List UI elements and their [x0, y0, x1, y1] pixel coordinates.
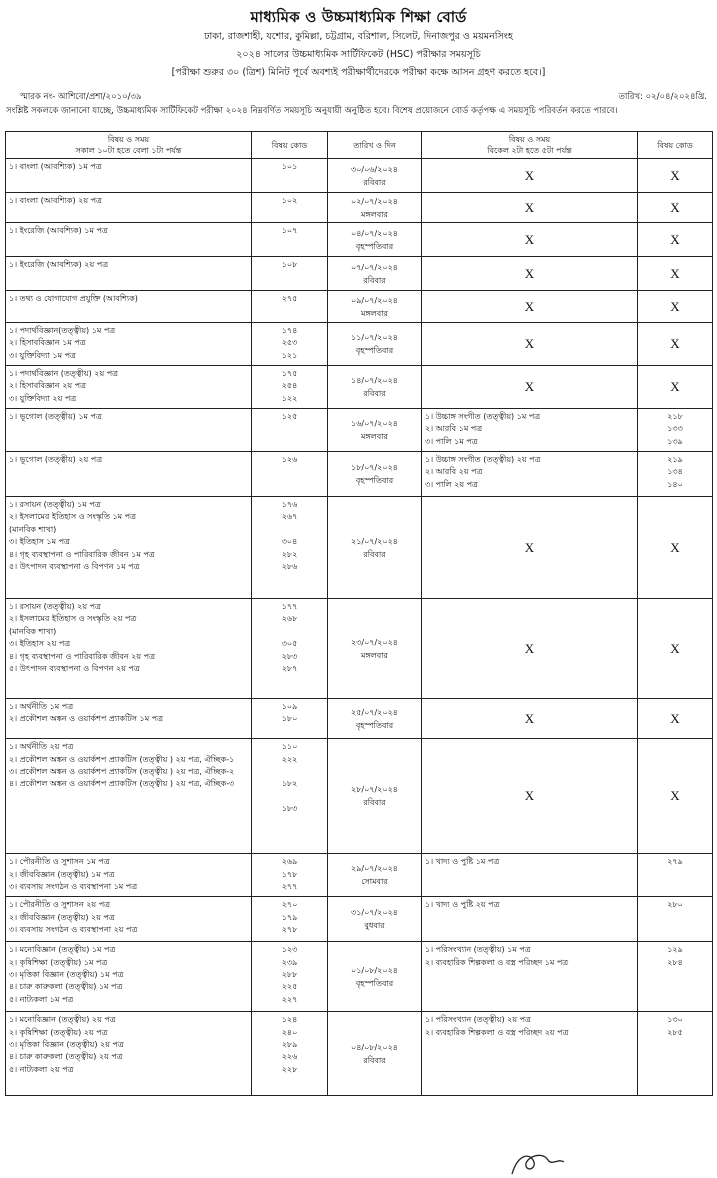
table-row	[6, 223, 713, 257]
exam-day: বৃহস্পতিবার	[355, 978, 394, 988]
subject-code: ১০২	[281, 196, 298, 205]
issue-date: তারিখ: ০২/০৪/২০২৪খ্রি.	[618, 92, 707, 102]
subject-code: ১৭৪	[281, 326, 298, 335]
subject-line: ২। আরবি ১ম পত্র	[425, 424, 483, 434]
no-exam-mark: X	[638, 366, 713, 409]
subject-line: ১। পদার্থবিজ্ঞান(তত্ত্বীয়) ১ম পত্র	[9, 326, 116, 335]
exam-date-cell	[328, 323, 422, 366]
no-exam-mark: X	[422, 291, 638, 323]
subject-code: ১২৫	[281, 412, 298, 421]
subject-code: ২২৫	[281, 982, 298, 992]
subject-line: (মানবিক শাখা)	[9, 626, 57, 636]
subject-line: ১। ইংরেজি (আবশ্যিক) ২য় পত্র	[9, 260, 109, 269]
exam-day: সোমবার	[361, 877, 388, 887]
exam-day: রবিবার	[363, 275, 386, 285]
subject-line: ৪। প্রকৌশল অঙ্কন ও ওয়ার্কশপ প্র্যাকটিস (তত্ত্বীয় ) ২য় পত্র, ঐচ্ছিক-৩	[9, 779, 235, 789]
subject-code: ১৩৪	[667, 467, 683, 477]
morning-codes	[252, 497, 328, 599]
exam-day: রবিবার	[363, 389, 386, 398]
subject-line: ৪। গৃহ ব্যবস্থাপনা ও পারিবারিক জীবন ২য় পত্র	[9, 651, 155, 661]
subject-line: ১। মনোবিজ্ঞান (তত্ত্বীয়) ১ম পত্র	[9, 945, 116, 955]
subject-code: ১২৯	[667, 945, 683, 955]
no-exam-mark: X	[638, 291, 713, 323]
morning-subjects	[6, 942, 252, 1012]
subject-line: ১। পদার্থবিজ্ঞান (তত্ত্বীয়) ২য় পত্র	[9, 369, 119, 378]
board-list: ঢাকা, রাজশাহী, যশোর, কুমিল্লা, চট্টগ্রাম, বরিশাল, সিলেট, দিনাজপুর ও ময়মনসিংহ	[204, 31, 513, 42]
subject-line: ৩। যুক্তিবিদ্যা ২য় পত্র	[9, 393, 77, 403]
morning-codes	[252, 159, 328, 193]
no-exam-mark: X	[638, 699, 713, 739]
subject-code: ২৭০	[281, 900, 298, 910]
subject-code: ১২১	[281, 350, 298, 360]
subject-line: ২। জীববিজ্ঞান (তত্ত্বীয়) ১ম পত্র	[9, 869, 115, 879]
afternoon-subjects	[422, 854, 638, 897]
exam-date-cell	[328, 599, 422, 699]
exam-day: বৃহস্পতিবার	[355, 476, 394, 485]
exam-date: ২১/০৭/২০২৪	[351, 536, 398, 546]
exam-date-cell	[328, 452, 422, 497]
exam-date-cell	[328, 1012, 422, 1096]
exam-date-cell	[328, 739, 422, 854]
table-row	[6, 323, 713, 366]
subject-code: ২৮৮	[281, 970, 298, 980]
exam-date-cell	[328, 497, 422, 599]
afternoon-codes	[638, 942, 713, 1012]
memo-number: স্মারক নং- আশিবো/প্রশা/২০১০/৩৯	[20, 92, 142, 102]
subject-line: ১। ইংরেজি (আবশ্যিক) ১ম পত্র	[9, 226, 108, 235]
exam-date-cell	[328, 223, 422, 257]
subject-line: ২। কৃষিশিক্ষা (তত্ত্বীয়) ১ম পত্র	[9, 957, 108, 967]
exam-notice: [পরীক্ষা শুরুর ৩০ (ত্রিশ) মিনিট পূর্বে অবশ্যই পরীক্ষার্থীদেরকে পরীক্ষা কক্ষে আসন গ্রহণ করতে হবে।]	[171, 67, 546, 78]
no-exam-mark: X	[422, 599, 638, 699]
subject-code: ২৬৯	[281, 857, 298, 867]
exam-day: বৃহস্পতিবার	[355, 346, 394, 355]
subject-line: ৩। ইতিহাস ২য় পত্র	[9, 639, 71, 649]
subject-line: ১। খাদ্য ও পুষ্টি ২য় পত্র	[425, 900, 500, 910]
subject-line: ১। ভূগোল (তত্ত্বীয়) ২য় পত্র	[9, 455, 103, 464]
no-exam-mark: X	[422, 366, 638, 409]
subject-line: ৫। নাট্যকলা ১ম পত্র	[9, 994, 74, 1004]
subject-code: ১৪০	[667, 479, 683, 489]
table-row	[6, 942, 713, 1012]
morning-subjects	[6, 159, 252, 193]
subject-code: ২৭৭	[281, 882, 298, 892]
header-subject-code: বিষয় কোড	[252, 132, 328, 159]
afternoon-codes	[638, 1012, 713, 1096]
morning-subjects	[6, 291, 252, 323]
exam-day: বুধবার	[364, 921, 385, 931]
subject-code: ২৮০	[667, 900, 683, 910]
afternoon-subjects	[422, 942, 638, 1012]
morning-subjects	[6, 897, 252, 942]
subject-code: ২৬৮	[281, 614, 298, 624]
exam-date: ২৮/০৭/২০২৪	[351, 785, 398, 795]
subject-line: ৩। মৃত্তিকা বিজ্ঞান (তত্ত্বীয়) ১ম পত্র	[9, 970, 124, 980]
subject-code: ২৪০	[281, 1027, 298, 1037]
header-morning-subject	[6, 132, 252, 159]
no-exam-mark: X	[422, 739, 638, 854]
exam-date-cell	[328, 897, 422, 942]
exam-day: মঙ্গলবার	[361, 432, 388, 441]
header-afternoon-label: বিষয় ও সময়	[508, 135, 551, 144]
table-row	[6, 599, 713, 699]
exam-date-cell	[328, 366, 422, 409]
subject-code: ২৮৫	[667, 1027, 683, 1037]
table-row	[6, 409, 713, 452]
subject-line: ১। পৌরনীতি ও সুশাসন ২য় পত্র	[9, 900, 110, 910]
morning-codes	[252, 739, 328, 854]
subject-line: ১। পরিসংখ্যান (তত্ত্বীয়) ২য় পত্র	[425, 1015, 531, 1025]
exam-date-cell	[328, 159, 422, 193]
exam-date-cell	[328, 942, 422, 1012]
subject-line: ১। রসায়ন (তত্ত্বীয়) ১ম পত্র	[9, 500, 101, 509]
table-row	[6, 897, 713, 942]
no-exam-mark: X	[638, 159, 713, 193]
subject-code: ২৭৯	[667, 857, 683, 867]
exam-schedule-table	[5, 131, 713, 1096]
table-row	[6, 699, 713, 739]
exam-day: রবিবার	[363, 549, 386, 559]
subject-line: ১। অর্থনীতি ১ম পত্র	[9, 702, 74, 711]
morning-codes	[252, 257, 328, 291]
exam-day: রবিবার	[363, 1055, 386, 1065]
subject-line: ৪। চারু কারুকলা (তত্ত্বীয়) ২য় পত্র	[9, 1052, 123, 1062]
no-exam-mark: X	[422, 223, 638, 257]
header-morning-time: সকাল ১০টা হতে বেলা ১টা পর্যন্ত	[75, 146, 182, 155]
subject-code: ১৭৫	[281, 369, 298, 378]
subject-line: ১। বাংলা (আবশ্যিক) ২য় পত্র	[9, 196, 102, 205]
table-row	[6, 257, 713, 291]
subject-code: ২৮৯	[281, 1040, 298, 1050]
no-exam-mark: X	[422, 193, 638, 223]
subject-code: ১৭৮	[281, 869, 298, 879]
subject-line: ২। প্রকৌশল অঙ্কন ও ওয়ার্কশপ প্র্যাকটিস (তত্ত্বীয় ) ২য় পত্র, ঐচ্ছিক-১	[9, 754, 235, 764]
exam-date: ২৯/০৭/২০২৪	[351, 864, 398, 874]
exam-date-cell	[328, 291, 422, 323]
exam-date: ১৬/০৭/২০২৪	[351, 419, 398, 428]
exam-date: ৩১/০৭/২০২৪	[351, 908, 398, 918]
exam-day: রবিবার	[363, 177, 386, 187]
morning-codes	[252, 1012, 328, 1096]
header-date-day: তারিখ ও দিন	[328, 132, 422, 159]
exam-date: ০৯/০৭/২০২৪	[351, 295, 398, 305]
morning-codes	[252, 452, 328, 497]
subject-line: ১। রসায়ন (তত্ত্বীয়) ২য় পত্র	[9, 602, 101, 611]
afternoon-subjects	[422, 1012, 638, 1096]
afternoon-codes	[638, 897, 713, 942]
exam-date-cell	[328, 257, 422, 291]
morning-subjects	[6, 739, 252, 854]
afternoon-subjects	[422, 897, 638, 942]
exam-day: বৃহস্পতিবার	[355, 720, 394, 730]
exam-date: ১৪/০৭/২০২৪	[351, 376, 398, 385]
table-row	[6, 497, 713, 599]
morning-subjects	[6, 223, 252, 257]
subject-line: ১। উচ্চাঙ্গ সংগীত (তত্ত্বীয়) ২য় পত্র	[425, 455, 541, 464]
subject-line: ৩। ব্যবসায় সংগঠন ও ব্যবস্থাপনা ১ম পত্র	[9, 882, 138, 892]
subject-code: ২৮৩	[281, 651, 298, 661]
exam-day: মঙ্গলবার	[361, 209, 388, 219]
subject-code	[255, 626, 324, 638]
subject-code: ২১৮	[667, 412, 683, 421]
subject-line: ২। হিসাববিজ্ঞান ১ম পত্র	[9, 338, 86, 348]
subject-line: ১। খাদ্য ও পুষ্টি ১ম পত্র	[425, 857, 500, 867]
no-exam-mark: X	[422, 257, 638, 291]
exam-date: ০১/০৮/২০২৪	[351, 965, 398, 975]
morning-codes	[252, 193, 328, 223]
header-afternoon-time: বিকেল ২টা হতে ৫টা পর্যন্ত	[487, 146, 572, 155]
subject-line: ৩। প্রকৌশল অঙ্কন ও ওয়ার্কশপ প্র্যাকটিস (তত্ত্বীয় ) ২য় পত্র, ঐচ্ছিক-২	[9, 767, 235, 777]
no-exam-mark: X	[638, 193, 713, 223]
subject-line: ১। অর্থনীতি ২য় পত্র	[9, 742, 74, 752]
subject-line: (মানবিক শাখা)	[9, 524, 57, 534]
afternoon-subjects	[422, 409, 638, 452]
subject-line: ১। পরিসংখ্যান (তত্ত্বীয়) ১ম পত্র	[425, 945, 531, 955]
table-row	[6, 291, 713, 323]
morning-codes	[252, 366, 328, 409]
exam-date: ২৫/০৭/২০২৪	[351, 707, 398, 717]
subject-line: ১। তথ্য ও যোগাযোগ প্রযুক্তি (আবশ্যিক)	[9, 294, 138, 303]
subject-line: ২। ব্যবহারিক শিল্পকলা ও বস্ত্র পরিচ্ছদ ২য় পত্র	[425, 1027, 569, 1037]
subject-code: ১৩০	[667, 1015, 683, 1025]
subject-code: ১৭৯	[281, 912, 298, 922]
subject-line: ২। প্রকৌশল অঙ্কন ও ওয়ার্কশপ প্র্যাকটিস ১ম পত্র	[9, 714, 163, 724]
exam-date: ৩০/০৬/২০২৪	[351, 164, 398, 174]
header-morning-label: বিষয় ও সময়	[107, 135, 150, 144]
morning-subjects	[6, 409, 252, 452]
no-exam-mark: X	[638, 323, 713, 366]
table-row	[6, 452, 713, 497]
subject-code: ১৭৭	[281, 602, 298, 611]
morning-codes	[252, 223, 328, 257]
subject-code: ২৮৪	[667, 957, 683, 967]
morning-codes	[252, 599, 328, 699]
afternoon-subjects	[422, 452, 638, 497]
table-row	[6, 366, 713, 409]
subject-line: ১। বাংলা (আবশ্যিক) ১ম পত্র	[9, 162, 102, 171]
morning-subjects	[6, 1012, 252, 1096]
subject-code: ১০৮	[281, 260, 298, 269]
morning-codes	[252, 854, 328, 897]
subject-code: ২২৮	[281, 1064, 298, 1074]
board-title: মাধ্যমিক ও উচ্চমাধ্যমিক শিক্ষা বোর্ড	[250, 8, 467, 26]
exam-date: ১৮/০৭/২০২৪	[351, 463, 398, 472]
subject-code: ১৭৬	[281, 500, 298, 509]
subject-code: ১২২	[281, 393, 298, 403]
no-exam-mark: X	[422, 699, 638, 739]
morning-codes	[252, 699, 328, 739]
morning-codes	[252, 942, 328, 1012]
morning-subjects	[6, 854, 252, 897]
morning-subjects	[6, 699, 252, 739]
exam-day: রবিবার	[363, 798, 386, 808]
morning-subjects	[6, 257, 252, 291]
no-exam-mark: X	[638, 223, 713, 257]
subject-line: ১। ভূগোল (তত্ত্বীয়) ১ম পত্র	[9, 412, 102, 421]
signature-mark	[508, 1148, 568, 1178]
subject-code: ১২৩	[281, 945, 298, 955]
subject-line: ২। কৃষিশিক্ষা (তত্ত্বীয়) ২য় পত্র	[9, 1027, 108, 1037]
subject-line: ৩। ব্যবসায় সংগঠন ও ব্যবস্থাপনা ২য় পত্র	[9, 925, 138, 935]
afternoon-codes	[638, 452, 713, 497]
subject-code: ১০১	[281, 162, 298, 171]
subject-line: ৩। পালি ২য় পত্র	[425, 479, 478, 489]
morning-codes	[252, 409, 328, 452]
exam-day: মঙ্গলবার	[361, 308, 388, 318]
no-exam-mark: X	[638, 497, 713, 599]
morning-subjects	[6, 599, 252, 699]
subject-line: ৫। উৎপাদন ব্যবস্থাপনা ও বিপণন ১ম পত্র	[9, 562, 140, 572]
subject-code: ২৩৯	[281, 957, 298, 967]
table-header-row	[6, 132, 713, 159]
subject-code: ২৭৫	[281, 294, 298, 303]
morning-subjects	[6, 323, 252, 366]
subject-code: ১০৭	[281, 226, 298, 235]
subject-code: ১৩৯	[667, 436, 683, 446]
exam-day: মঙ্গলবার	[361, 650, 388, 660]
subject-code: ২৮৬	[281, 562, 298, 572]
subject-code: ২৫৩	[281, 338, 298, 348]
subject-code: ১৩৩	[667, 424, 683, 434]
table-row	[6, 1012, 713, 1096]
subject-code: ২২২	[281, 754, 298, 764]
subject-code: ২৮২	[281, 549, 298, 559]
subject-code: ২৬৭	[281, 512, 298, 522]
exam-date-cell	[328, 409, 422, 452]
table-row	[6, 854, 713, 897]
subject-line: ৩। ইতিহাস ১ম পত্র	[9, 537, 70, 547]
no-exam-mark: X	[422, 159, 638, 193]
subject-line: ৪। গৃহ ব্যবস্থাপনা ও পারিবারিক জীবন ১ম পত্র	[9, 549, 155, 559]
subject-code: ২৮৭	[281, 664, 298, 674]
exam-date: ০৪/০৭/২০২৪	[351, 228, 398, 238]
table-row	[6, 739, 713, 854]
no-exam-mark: X	[638, 599, 713, 699]
exam-date-cell	[328, 854, 422, 897]
header-subject-code-2: বিষয় কোড	[638, 132, 713, 159]
subject-code: ২২৬	[281, 1052, 298, 1062]
schedule-subtitle: ২০২৪ সালের উচ্চমাধ্যমিক সার্টিফিকেট (HSC) পরীক্ষার সময়সূচি	[236, 49, 481, 60]
subject-line: ১। মনোবিজ্ঞান (তত্ত্বীয়) ২য় পত্র	[9, 1015, 116, 1025]
subject-line: ১। পৌরনীতি ও সুশাসন ১ম পত্র	[9, 857, 110, 867]
afternoon-codes	[638, 409, 713, 452]
exam-date: ০২/০৭/২০২৪	[351, 196, 398, 206]
subject-code: ২৭৮	[281, 925, 298, 935]
subject-code: ২৫৪	[281, 381, 298, 391]
subject-line: ২। ইসলামের ইতিহাস ও সংস্কৃতি ১ম পত্র	[9, 512, 136, 522]
subject-code: ৩০৪	[281, 537, 298, 547]
subject-code: ১১০	[281, 742, 298, 752]
exam-date: ২৩/০৭/২০২৪	[351, 637, 398, 647]
intro-paragraph: সংশ্লিষ্ট সকলকে জানানো যাচ্ছে, উচ্চমাধ্যমিক সার্টিফিকেট পরীক্ষা ২০২৪ নিম্নবর্ণিত সময়সূচি অনুযায়ী অনুষ্ঠিত হবে। বিশেষ প্রয়োজনে বোর্ড কর্তৃপক্ষ এ সময়সূচি পরিবর্তন করতে পারবে।	[6, 106, 618, 116]
morning-subjects	[6, 497, 252, 599]
subject-code: ১২৬	[281, 455, 298, 464]
exam-date: ০৪/০৮/২০২৪	[351, 1042, 398, 1052]
subject-line: ৫। নাট্যকলা ২য় পত্র	[9, 1064, 74, 1074]
exam-date: ১১/০৭/২০২৪	[351, 333, 398, 342]
subject-code	[255, 524, 324, 536]
subject-line: ৩। মৃত্তিকা বিজ্ঞান (তত্ত্বীয়) ২য় পত্র	[9, 1040, 124, 1050]
subject-code: ১৮০	[281, 714, 298, 724]
table-row	[6, 193, 713, 223]
subject-code: ১৮২	[281, 779, 298, 789]
subject-code: ১২৪	[281, 1015, 298, 1025]
exam-date-cell	[328, 193, 422, 223]
subject-line: ২। ব্যবহারিক শিল্পকলা ও বস্ত্র পরিচ্ছদ ১ম পত্র	[425, 957, 569, 967]
exam-date-cell	[328, 699, 422, 739]
no-exam-mark: X	[422, 323, 638, 366]
afternoon-codes	[638, 854, 713, 897]
subject-line: ২। জীববিজ্ঞান (তত্ত্বীয়) ২য় পত্র	[9, 912, 115, 922]
subject-line: ৩। যুক্তিবিদ্যা ১ম পত্র	[9, 350, 76, 360]
subject-line: ২। আরবি ২য় পত্র	[425, 467, 483, 477]
subject-line: ২। ইসলামের ইতিহাস ও সংস্কৃতি ২য় পত্র	[9, 614, 137, 624]
subject-line: ৫। উৎপাদন ব্যবস্থাপনা ও বিপণন ২য় পত্র	[9, 664, 140, 674]
morning-subjects	[6, 452, 252, 497]
subject-line: ৪। চারু কারুকলা (তত্ত্বীয়) ১ম পত্র	[9, 982, 123, 992]
morning-codes	[252, 897, 328, 942]
no-exam-mark: X	[638, 257, 713, 291]
exam-date: ০৭/০৭/২০২৪	[351, 262, 398, 272]
table-row	[6, 159, 713, 193]
subject-line: ২। হিসাববিজ্ঞান ২য় পত্র	[9, 381, 86, 391]
header-afternoon-subject	[422, 132, 638, 159]
subject-code: ২১৯	[667, 455, 683, 464]
subject-code: ১৮৩	[281, 804, 298, 814]
subject-code: ২২৭	[281, 994, 298, 1004]
subject-line: ১। উচ্চাঙ্গ সংগীত (তত্ত্বীয়) ১ম পত্র	[425, 412, 541, 421]
morning-subjects	[6, 193, 252, 223]
exam-day: বৃহস্পতিবার	[355, 241, 394, 251]
morning-codes	[252, 291, 328, 323]
morning-subjects	[6, 366, 252, 409]
no-exam-mark: X	[422, 497, 638, 599]
subject-code: ১০৯	[281, 702, 298, 711]
morning-codes	[252, 323, 328, 366]
subject-line: ৩। পালি ১ম পত্র	[425, 436, 478, 446]
subject-code: ৩০৫	[281, 639, 298, 649]
no-exam-mark: X	[638, 739, 713, 854]
schedule-body	[6, 159, 713, 1096]
